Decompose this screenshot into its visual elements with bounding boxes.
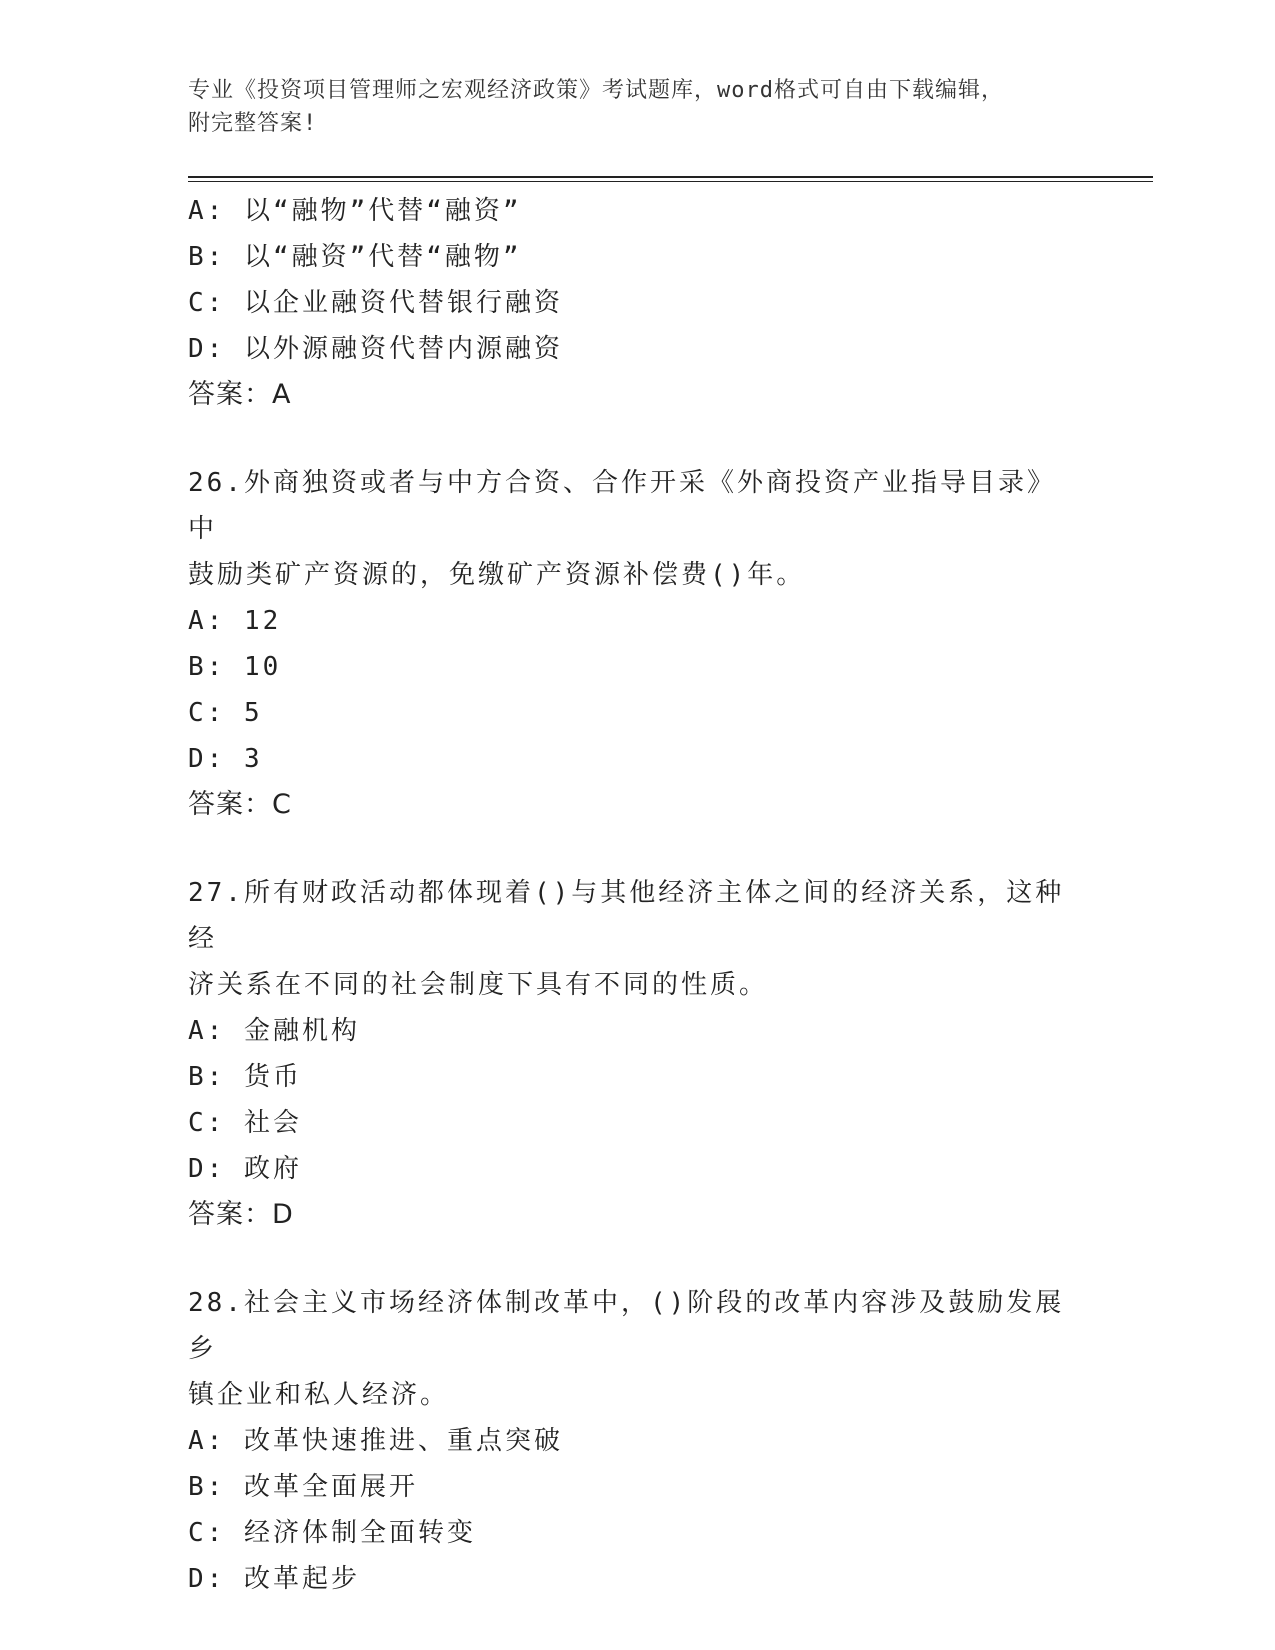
question-stem-line-1: 27.所有财政活动都体现着()与其他经济主体之间的经济关系，这种经	[188, 878, 1065, 954]
question-stem-line-1: 28.社会主义市场经济体制改革中，()阶段的改革内容涉及鼓励发展乡	[188, 1288, 1065, 1364]
question-stem-line-2: 鼓励类矿产资源的，免缴矿产资源补偿费()年。	[188, 560, 806, 590]
answer-line: 答案：D	[188, 1199, 294, 1230]
question-stem-line-2: 镇企业和私人经济。	[188, 1380, 450, 1410]
question-list	[188, 188, 1088, 1602]
question-stem	[188, 870, 1068, 1008]
question-stem-line-2: 济关系在不同的社会制度下具有不同的性质。	[188, 970, 769, 1000]
option-b: B: 以“融资”代替“融物”	[188, 242, 522, 272]
option-a: A: 改革快速推进、重点突破	[188, 1426, 563, 1456]
option-d: D: 以外源融资代替内源融资	[188, 334, 563, 364]
header-divider-thick	[188, 176, 1153, 178]
question-27	[188, 870, 1088, 1238]
question-stem-line-1: 26.外商独资或者与中方合资、合作开采《外商投资产业指导目录》中	[188, 468, 1056, 544]
option-c: C: 社会	[188, 1108, 302, 1138]
option-a: A: 金融机构	[188, 1016, 360, 1046]
question-26	[188, 460, 1088, 828]
option-b: B: 货币	[188, 1062, 302, 1092]
option-b: B: 改革全面展开	[188, 1472, 418, 1502]
option-a: A: 以“融物”代替“融资”	[188, 196, 522, 226]
option-c: C: 5	[188, 698, 263, 728]
option-c: C: 以企业融资代替银行融资	[188, 288, 563, 318]
option-d: D: 政府	[188, 1154, 302, 1184]
option-b: B: 10	[188, 652, 282, 682]
header-line-1: 专业《投资项目管理师之宏观经济政策》考试题库，word格式可自由下载编辑，	[188, 78, 1004, 103]
question-stem	[188, 460, 1068, 598]
header-line-2: 附完整答案!	[188, 111, 318, 136]
answer-line: 答案：A	[188, 379, 292, 410]
document-header	[188, 74, 1068, 140]
option-a: A: 12	[188, 606, 282, 636]
question-stem	[188, 1280, 1068, 1418]
option-c: C: 经济体制全面转变	[188, 1518, 476, 1548]
answer-line: 答案：C	[188, 789, 292, 820]
question-25	[188, 188, 1088, 418]
header-divider-thin	[188, 181, 1153, 182]
option-d: D: 3	[188, 744, 263, 774]
question-28	[188, 1280, 1088, 1602]
option-d: D: 改革起步	[188, 1564, 360, 1594]
